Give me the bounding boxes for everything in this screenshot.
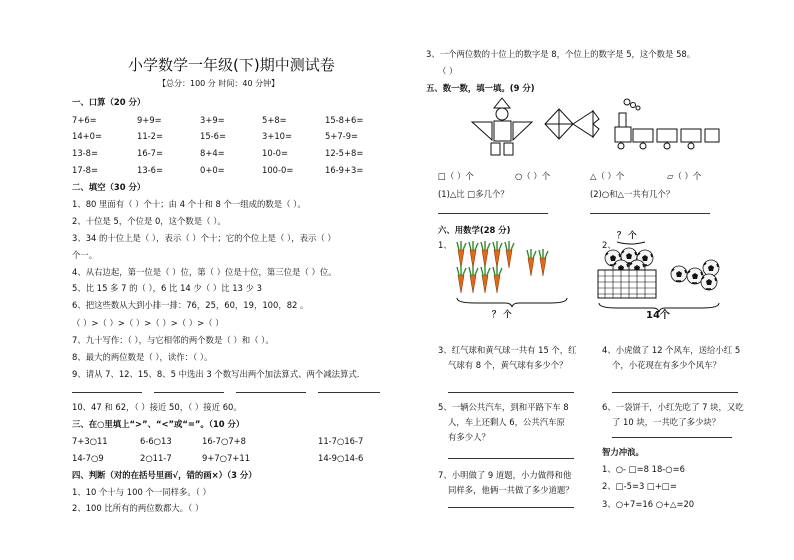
count-square: □（ ）个: [438, 171, 474, 181]
word-problem-5: 人，车上还剩人 6，公共汽车原: [448, 417, 565, 427]
word-problem-4: 4、小虎做了 12 个风车，送给小红 5: [602, 345, 741, 355]
exam-info: 【总分：100 分 时间：40 分钟】: [158, 79, 280, 88]
calc-item: 16-9+3=: [325, 165, 364, 175]
section-4-header: 四、判断（对的在括号里画√，错的画×）（3 分）: [72, 470, 257, 480]
section-6-header: 六、用数学(28 分): [438, 225, 511, 235]
answer-line[interactable]: [448, 458, 574, 459]
brain-teaser-2: 2、□-5=3 □+□=: [602, 481, 677, 491]
calc-item: 15-6=: [200, 131, 227, 141]
balls-total: 14个: [646, 310, 670, 321]
compare-item: 14-7○9: [72, 453, 104, 463]
fill-blank-question: 个一。: [72, 250, 98, 260]
carrots-brace: [455, 296, 570, 308]
balls-unknown-count: ？ 个: [617, 230, 637, 240]
calc-item: 9+9=: [137, 115, 162, 125]
fill-blank-question: 4、从右边起，第一位是（ ）位，第（ ）位是十位，第三位是（ ）位。: [72, 267, 337, 277]
problem-number: 2、: [602, 240, 616, 250]
answer-line[interactable]: [590, 213, 710, 214]
fill-blank-question: 2、十位是 5，个位是 0，这个数是（ ）。: [72, 216, 226, 226]
compare-item: 11-7○16-7: [318, 436, 364, 446]
fill-blank-question: 8、最大的两位数是（ ），读作：（ ）。: [72, 352, 213, 362]
word-problem-7: 7、小明做了 9 道题，小力做得和他: [438, 470, 572, 480]
answer-line[interactable]: [448, 392, 574, 393]
count-circle: ○（ ）个: [515, 171, 551, 181]
fill-blank-question: 10、47 和 62，（ ）接近 50，（ ）接近 60。: [72, 402, 242, 412]
calc-item: 13-6=: [137, 165, 164, 175]
calc-item: 3+10=: [262, 131, 293, 141]
compare-item: 14-9○14-6: [318, 453, 364, 463]
shape-figure-fish: [543, 103, 601, 145]
word-problem-5: 有多少人？: [448, 432, 490, 442]
problem-number: 1、: [438, 240, 452, 250]
brain-teaser-3: 3、○+7=16 ○+△=20: [602, 499, 695, 509]
word-problem-3: 3、红气球和黄气球一共有 15 个，红: [438, 345, 577, 355]
word-problem-7: 同样多，他俩一共做了多少道题？: [448, 485, 574, 495]
shape-figure-train: [613, 98, 723, 154]
calc-item: 17-8=: [72, 165, 99, 175]
fill-blank-question: 3、34 的十位上是（ ），表示（ ）个十；它的个位上是（ ），表示（ ）: [72, 233, 336, 243]
calc-item: 3+9=: [200, 115, 225, 125]
calc-item: 13-8=: [72, 148, 99, 158]
compare-item: 7+3○11: [72, 436, 108, 446]
answer-line[interactable]: [612, 392, 738, 393]
answer-line[interactable]: [438, 213, 548, 214]
calc-item: 8+4=: [200, 148, 225, 158]
compare-item: 2○11-7: [140, 453, 172, 463]
section-1-header: 一、口算（20 分）: [72, 97, 146, 107]
calc-item: 14+0=: [72, 131, 103, 141]
answer-line[interactable]: [236, 392, 306, 393]
count-triangle: △（ ）个: [590, 171, 625, 181]
answer-line[interactable]: [318, 392, 380, 393]
calc-item: 5+8=: [262, 115, 287, 125]
answer-line[interactable]: [448, 507, 574, 508]
section-5-header: 五、数一数，填一填。(9 分): [426, 83, 535, 93]
judge-question: 2、100 比所有的两位数都大。（ ）: [72, 503, 204, 513]
brain-teaser-header: 智力冲浪。: [602, 447, 644, 457]
compare-item: 16-7○7+8: [202, 436, 246, 446]
fill-blank-question: （ ）>（ ）>（ ）>（ ）>（ ）>（ ）: [72, 318, 224, 328]
answer-line[interactable]: [612, 437, 732, 438]
section-3-header: 三、在○里填上“>”、“<”或“=”。（10 分）: [72, 419, 245, 429]
judge-question: 3、一个两位数的十位上的数字是 8，个位上的数字是 5，这个数是 58。: [426, 49, 696, 59]
count-parallelogram: ▱（ ）个: [667, 171, 702, 181]
judge-question: 1、10 个十与 100 个一同样多。（ ）: [72, 487, 211, 497]
calc-item: 0+0=: [200, 165, 225, 175]
fill-blank-question: 5、比 15 多 7 的（ ），6 比 14 少（ ）比 13 少 3: [72, 283, 262, 293]
calc-item: 100-0=: [262, 165, 294, 175]
calc-item: 12-5+8=: [325, 148, 364, 158]
page-title: 小学数学一年级(下)期中测试卷: [128, 56, 335, 74]
compare-item: 9+7○7+11: [202, 453, 250, 463]
footballs-image: [595, 240, 725, 302]
calc-item: 11-2=: [137, 131, 164, 141]
section-2-header: 二、填空（30 分）: [72, 182, 146, 192]
calc-item: 15-8+6=: [325, 115, 364, 125]
word-problem-3: 气球有 8 个，黄气球有多少个？: [448, 360, 568, 370]
shape-figure-person: [468, 96, 548, 161]
word-problem-6: 了 10 块，一共吃了多少块？: [612, 417, 721, 427]
answer-line[interactable]: [154, 392, 224, 393]
fill-blank-question: 9、请从 7、12、15、8、5 中选出 3 个数写出两个加法算式、两个减法算式．: [72, 369, 366, 379]
fill-blank-question: 6、把这些数从大到小排一排：76，25，60，19，100，82 。: [72, 300, 309, 310]
carrots-image: [455, 240, 570, 295]
word-problem-4: 个，小花现在有多少个风车？: [612, 360, 721, 370]
judge-blank: （ ）: [438, 66, 458, 76]
compare-item: 6-6○13: [140, 436, 172, 446]
answer-line[interactable]: [72, 392, 142, 393]
word-problem-5: 5、一辆公共汽车，到和平路下车 8: [438, 402, 569, 412]
count-question-2: (2)○和△一共有几个？: [590, 189, 675, 199]
calc-item: 10-0=: [262, 148, 289, 158]
calc-item: 16-7=: [137, 148, 164, 158]
fill-blank-question: 7、九十写作：（ ），与它相邻的两个数是（ ）和（ ）。: [72, 335, 274, 345]
fill-blank-question: 1、80 里面有（ ）个十；由 4 个十和 8 个一组成的数是（ ）。: [72, 199, 306, 209]
count-question-1: (1)△比 □多几个？: [438, 189, 509, 199]
brain-teaser-1: 1、○- □=8 18-○=6: [602, 464, 685, 474]
calc-item: 5+7-9=: [325, 131, 359, 141]
carrot-unknown-count: ？ 个: [492, 309, 512, 319]
word-problem-6: 6、一袋饼干，小红先吃了 7 块，又吃: [602, 402, 744, 412]
calc-item: 7+6=: [72, 115, 97, 125]
